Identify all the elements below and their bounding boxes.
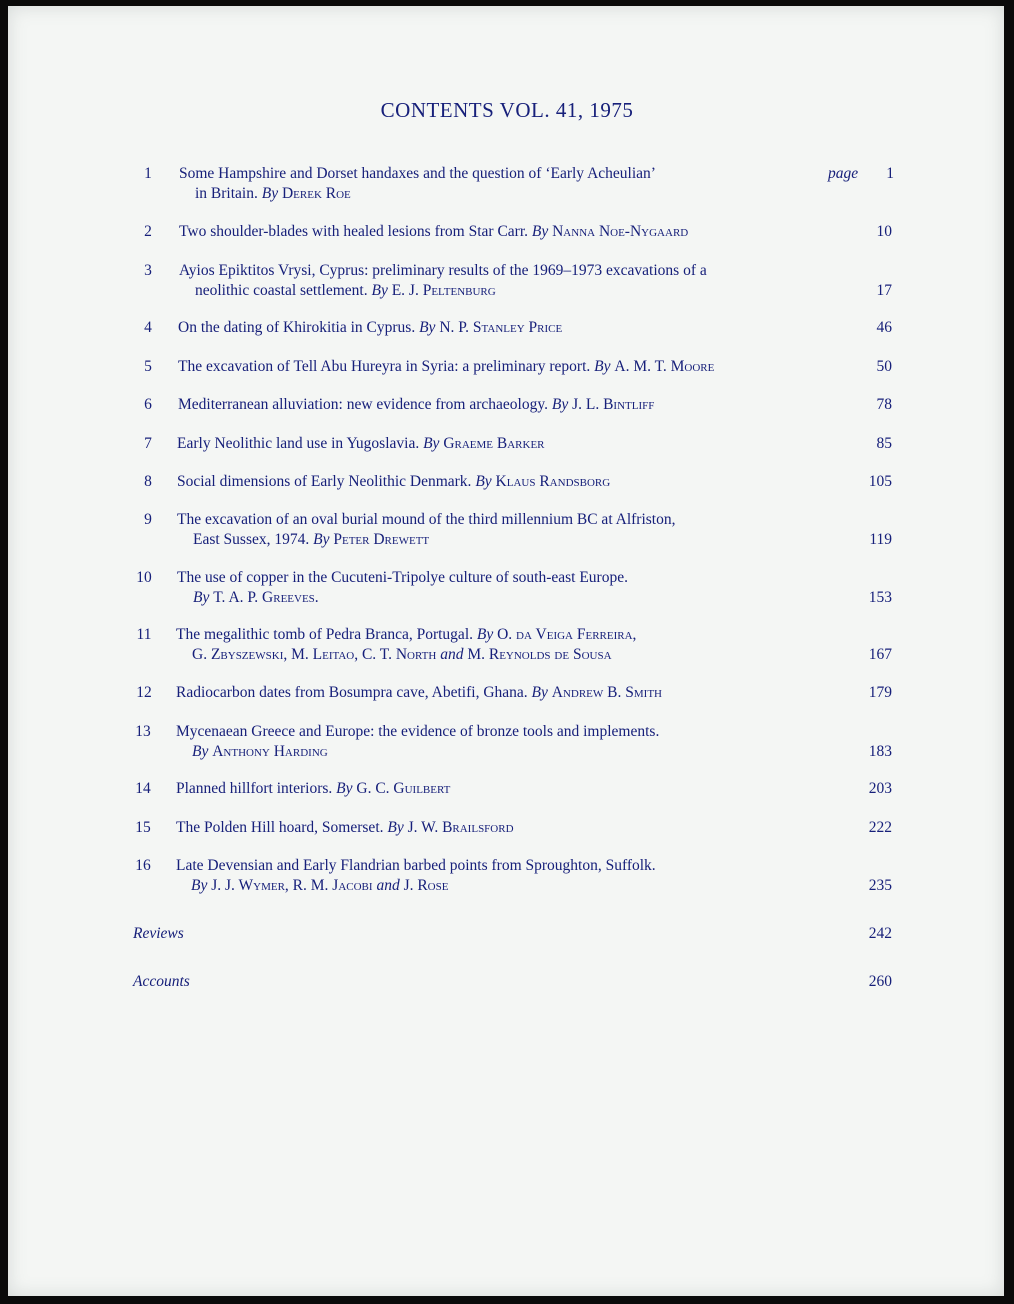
entry-author: Peter Drewett <box>333 531 430 548</box>
entry-title: Ayios Epiktitos Vrysi, Cyprus: preliminary results of the 1969–1973 excavations of a <box>179 262 707 279</box>
entry-title-part: East Sussex, 1974. <box>193 531 310 548</box>
entry-author: J. L. Bintliff <box>572 396 655 413</box>
entry-number: 3 <box>144 262 152 279</box>
entry-number: 16 <box>135 857 151 874</box>
reviews-label: Reviews <box>133 925 184 942</box>
entry-title-part: neolithic coastal settlement. <box>195 282 368 299</box>
entry-page: 85 <box>876 435 892 452</box>
entry-title: The excavation of an oval burial mound of the third millennium BC at Alfriston, <box>177 511 676 528</box>
entry-page: 105 <box>868 473 892 490</box>
entry-author: A. M. T. Moore <box>614 358 715 375</box>
by-label: By <box>476 626 494 643</box>
entry-author: Andrew B. Smith <box>551 684 662 701</box>
entry-page: 179 <box>868 684 892 701</box>
by-label: By <box>551 396 569 413</box>
entry-author: M. Reynolds de Sousa <box>467 646 612 663</box>
entry-number: 6 <box>144 396 152 413</box>
entry-page: 78 <box>876 396 892 413</box>
entry-number: 10 <box>136 569 152 586</box>
entry-page: 1 <box>886 165 894 182</box>
entry-title <box>176 818 514 837</box>
entry-title-part: The megalithic tomb of Pedra Branca, Portugal. <box>176 626 473 643</box>
entry-number: 7 <box>144 435 152 452</box>
entry-number: 4 <box>144 319 152 336</box>
entry-page: 203 <box>868 780 892 797</box>
entry-title-part: in Britain. <box>195 185 258 202</box>
entry-title-part: Social dimensions of Early Neolithic Denmark. <box>177 473 472 490</box>
entry-number: 2 <box>144 223 152 240</box>
entry-number: 13 <box>135 723 151 740</box>
by-label: By <box>336 780 353 797</box>
entry-number: 8 <box>144 473 152 490</box>
entry-author: O. da Veiga Ferreira, <box>497 626 637 643</box>
entry-author: Derek Roe <box>281 185 351 202</box>
entry-title-part: Two shoulder-blades with healed lesions from Star Carr. <box>179 223 528 240</box>
page-label: page <box>828 165 859 182</box>
entry-author: J. W. Brailsford <box>407 819 514 836</box>
entry-author: G. C. Guilbert <box>356 780 451 797</box>
accounts-page: 260 <box>868 973 892 990</box>
by-label: By <box>531 684 548 701</box>
entry-page: 183 <box>868 743 892 760</box>
by-label: By <box>531 223 549 240</box>
entry-number: 5 <box>144 358 152 375</box>
entry-title-part: Mediterranean alluviation: new evidence from archaeology. <box>178 396 548 413</box>
entry-number: 1 <box>144 165 152 182</box>
reviews-page: 242 <box>868 925 892 942</box>
entry-number: 11 <box>136 626 152 643</box>
by-label: By <box>371 282 388 299</box>
entry-author: E. J. Peltenburg <box>391 282 496 299</box>
entry-author: N. P. Stanley Price <box>439 319 563 336</box>
entry-number: 14 <box>135 780 151 797</box>
by-label: By <box>387 819 404 836</box>
entry-title-continued <box>193 588 319 607</box>
entry-title-part: The Polden Hill hoard, Somerset. <box>176 819 384 836</box>
entry-title-continued <box>195 281 496 300</box>
entry-title-part: Radiocarbon dates from Bosumpra cave, Abetifi, Ghana. <box>176 684 528 701</box>
entry-author: Nanna Noe-Nygaard <box>552 223 689 240</box>
entry-author: T. A. P. Greeves. <box>213 589 319 606</box>
entry-title <box>179 222 688 241</box>
entry-title-continued <box>192 742 328 761</box>
entry-title <box>178 318 562 337</box>
entry-title-continued <box>193 530 429 549</box>
entry-title <box>177 434 545 453</box>
by-label: By <box>419 319 436 336</box>
entry-page: 167 <box>868 646 892 663</box>
entry-title <box>176 779 450 798</box>
entry-title: Some Hampshire and Dorset handaxes and the question of ‘Early Acheulian’ <box>179 165 656 182</box>
entry-number: 15 <box>135 819 151 836</box>
entry-title: The use of copper in the Cucuteni-Tripolye culture of south-east Europe. <box>177 569 628 586</box>
and-label: and <box>440 646 464 663</box>
entry-title: Mycenaean Greece and Europe: the evidence of bronze tools and implements. <box>176 723 660 740</box>
entry-page: 222 <box>868 819 892 836</box>
entry-title <box>176 625 636 644</box>
entry-title <box>176 683 662 702</box>
entry-page: 50 <box>876 358 892 375</box>
by-label: By <box>261 185 279 202</box>
entry-page: 235 <box>868 877 892 894</box>
entry-page: 17 <box>876 282 892 299</box>
entry-number: 12 <box>136 684 152 701</box>
entry-title-continued <box>191 876 448 895</box>
accounts-label: Accounts <box>133 973 190 990</box>
entry-author: J. Rose <box>403 877 449 894</box>
by-label: By <box>475 473 492 490</box>
and-label: and <box>376 877 400 894</box>
entry-title-part: Planned hillfort interiors. <box>176 780 333 797</box>
entry-page: 10 <box>876 223 892 240</box>
by-label: By <box>192 743 209 760</box>
entry-number: 9 <box>144 511 152 528</box>
entry-title <box>177 472 610 491</box>
entry-title-continued <box>192 645 612 664</box>
by-label: By <box>191 877 208 894</box>
entry-title-part: Early Neolithic land use in Yugoslavia. <box>177 435 420 452</box>
entry-title-continued <box>195 184 351 203</box>
entry-title-part: The excavation of Tell Abu Hureyra in Syria: a preliminary report. <box>178 358 591 375</box>
entry-title-part: On the dating of Khirokitia in Cyprus. <box>178 319 416 336</box>
entry-title: Late Devensian and Early Flandrian barbed points from Sproughton, Suffolk. <box>176 857 656 874</box>
entry-author: Klaus Randsborg <box>495 473 611 490</box>
by-label: By <box>313 531 330 548</box>
entry-author: Anthony Harding <box>212 743 328 760</box>
entry-page: 119 <box>869 531 892 548</box>
entry-page: 153 <box>868 589 892 606</box>
entry-author: J. J. Wymer, R. M. Jacobi <box>211 877 373 894</box>
by-label: By <box>423 435 440 452</box>
entry-author: G. Zbyszewski, M. Leitao, C. T. North <box>192 646 437 663</box>
entry-title <box>178 395 654 414</box>
contents-title: CONTENTS VOL. 41, 1975 <box>380 98 634 122</box>
entry-title <box>178 357 714 376</box>
by-label: By <box>193 589 210 606</box>
entry-author: Graeme Barker <box>443 435 545 452</box>
by-label: By <box>594 358 611 375</box>
entry-page: 46 <box>876 319 892 336</box>
